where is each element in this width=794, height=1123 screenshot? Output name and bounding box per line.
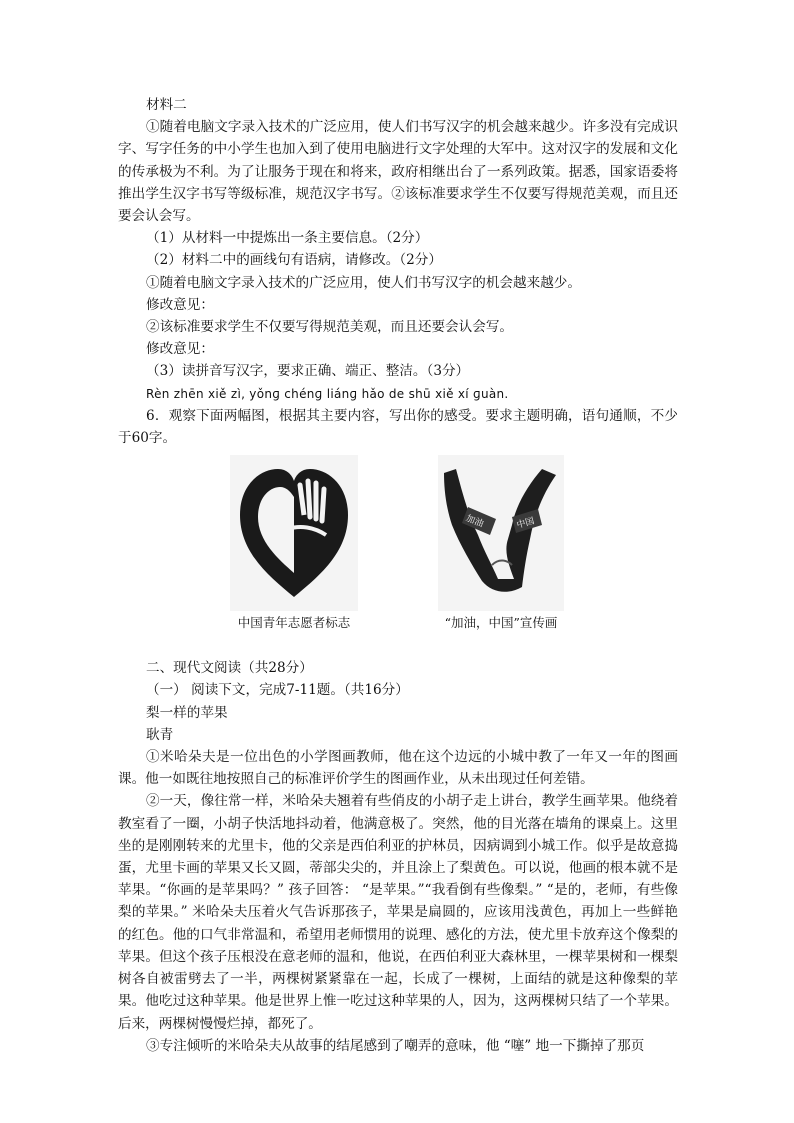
band-left-label: 加油 [464, 513, 485, 530]
left-figure-caption: 中国青年志愿者标志 [237, 615, 351, 631]
story-title: 梨一样的苹果 [146, 704, 228, 721]
question-3: （3）读拼音写汉字，要求正确、端正、整洁。（3分） [146, 363, 470, 380]
story-paragraph-2: ②一天，像往常一样，米哈朵夫翘着有些俏皮的小胡子走上讲台，教学生画苹果。他绕着教室看了一圈，小胡子快活地抖动着，他满意极了。突然，他的目光落在墙角的课桌上。这里坐的是刚刚转来的尤里卡，他的父亲是西伯利亚的护林员，因病调到小城工作。似乎是故意捣蛋，尤里卡画的苹果又长又圆，蒂部尖尖的，并且涂上了梨黄色。可以说，他画的根本就不是苹果。“你画的是苹果吗？” 孩子回答： “是苹果。”“我看倒有些像梨。” “是的，老师，有些像梨的苹果。” 米哈朵夫压着火气告诉那孩子，苹果是扁圆的，应该用浅黄色，再加上一些鲜艳的红色。他的口气非常温和，希望用老师惯用的说理、感化的方法，使尤里卡放弃这个像梨的苹果。但这个孩子压根没在意老师的温和，他说，在西伯利亚大森林里，一棵苹果树和一棵梨树各自被雷劈去了一半，两棵树紧紧靠在一起，长成了一棵树，上面结的就是这种像梨的苹果。他吃过这种苹果。他是世界上惟一吃过这种苹果的人，因为，这两棵树只结了一个苹果。后来，两棵树慢慢烂掉，都死了。 [118, 793, 678, 1032]
question-2: （2）材料二中的画线句有语病，请修改。（2分） [146, 252, 442, 269]
section-2-heading: 二、现代文阅读（共28分） [146, 660, 313, 677]
material2-title: 材料二 [146, 97, 187, 113]
material2-paragraph: ①随着电脑文字录入技术的广泛应用，使人们书写汉字的机会越来越少。许多没有完成识字、写字任务的中小学生也加入到了使用电脑进行文字处理的大军中。这对汉字的发展和文化的传承极为不利。为了让服务于现在和将来，政府相继出台了一系列政策。据悉，国家语委将推出学生汉字书写等级标准，规范汉字书写。②该标准要求学生不仅要写得规范美观，而且还要会认会写。 [118, 119, 678, 225]
story-author: 耿青 [146, 726, 174, 743]
page-content [118, 94, 678, 1057]
story-paragraph-3: ③专注倾听的米哈朵夫从故事的结尾感到了嘲弄的意味，他 “噻” 地一下撕掉了那页 [146, 1037, 645, 1054]
part-1-heading: （一） 阅读下文，完成7-11题。（共16分） [146, 682, 409, 699]
question-2-fix-2: 修改意见： [146, 341, 214, 358]
question-1: （1）从材料一中提炼出一条主要信息。（2分） [146, 230, 429, 247]
question-3-pinyin: Rèn zhēn xiě zì, yǒnɡ chénɡ liánɡ hǎo de shū xiě xí ɡuàn. [146, 386, 509, 401]
volunteer-logo-figure [230, 455, 358, 631]
question-2-sentence-1: ①随着电脑文字录入技术的广泛应用，使人们书写汉字的机会越来越少。 [146, 274, 581, 291]
story-paragraph-1: ①米哈朵夫是一位出色的小学图画教师，他在这个边远的小城中教了一年又一年的图画课。他一如既往地按照自己的标准评价学生的图画作业，从未出现过任何差错。 [118, 749, 678, 788]
figures [118, 455, 678, 651]
right-figure-caption: “加油，中国”宣传画 [444, 615, 558, 631]
jiayou-poster-figure [438, 455, 564, 631]
question-2-fix-1: 修改意见： [146, 296, 214, 313]
volunteer-heart-hand-icon [230, 455, 358, 611]
band-right-label: 中国 [515, 516, 536, 532]
question-2-sentence-2: ②该标准要求学生不仅要写得规范美观，而且还要会认会写。 [146, 319, 514, 336]
holding-hands-icon [438, 455, 564, 611]
question-6: 6．观察下面两幅图，根据其主要内容，写出你的感受。要求主题明确，语句通顺，不少于60字。 [118, 407, 678, 447]
